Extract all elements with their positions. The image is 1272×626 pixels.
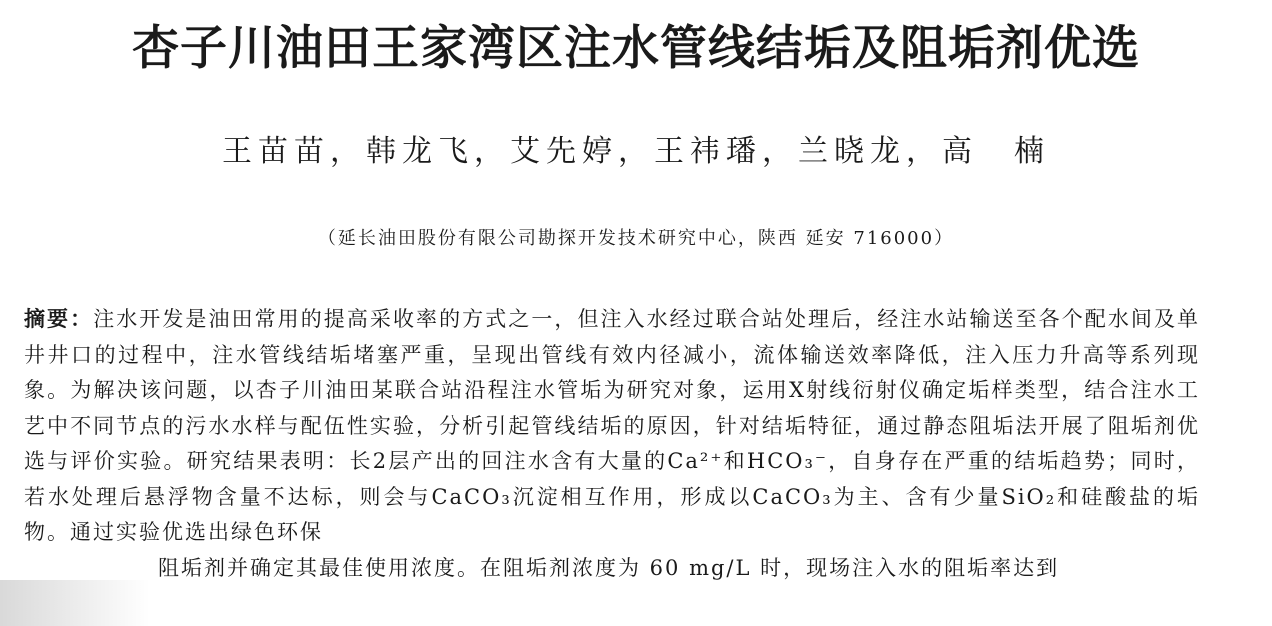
abstract-label: 摘要： <box>24 307 94 331</box>
affiliation: （延长油田股份有限公司勘探开发技术研究中心，陕西 延安 716000） <box>317 228 955 249</box>
abstract-last-line: 阻垢剂并确定其最佳使用浓度。在阻垢剂浓度为 60 mg/L 时，现场注入水的阻垢率达到 <box>158 555 1060 580</box>
paper-title: 杏子川油田王家湾区注水管线结垢及阻垢剂优选 <box>132 21 1140 76</box>
abstract-text: 注水开发是油田常用的提高采收率的方式之一，但注入水经过联合站处理后，经注水站输送至各个配水间及单井井口的过程中，注水管线结垢堵塞严重，呈现出管线有效内径减小，流体输送效率降低，注入压力升高等系列现象。为解决该问题，以杏子川油田某联合站沿程注水管垢为研究对象，运用X射线衍射仪确定垢样类型，结合注水工艺中不同节点的污水水样与配伍性实验，分析引起管线结垢的原因，针对结垢特征，通过静态阻垢法开展了阻垢剂优选与评价实验。研究结果表明：长2层产出的回注水含有大量的Ca²⁺和HCO₃⁻，自身存在严重的结垢趋势；同时，若水处理后悬浮物含量不达标，则会与CaCO₃沉淀相互作用，形成以CaCO₃为主、含有少量SiO₂和硅酸盐的垢物。通过实验优选出绿色环保 <box>24 307 1201 544</box>
watermark-overlay <box>0 580 150 626</box>
author-list: 王苗苗，韩龙飞，艾先婷，王祎璠，兰晓龙，高 楠 <box>222 134 1050 169</box>
abstract <box>24 302 1200 586</box>
